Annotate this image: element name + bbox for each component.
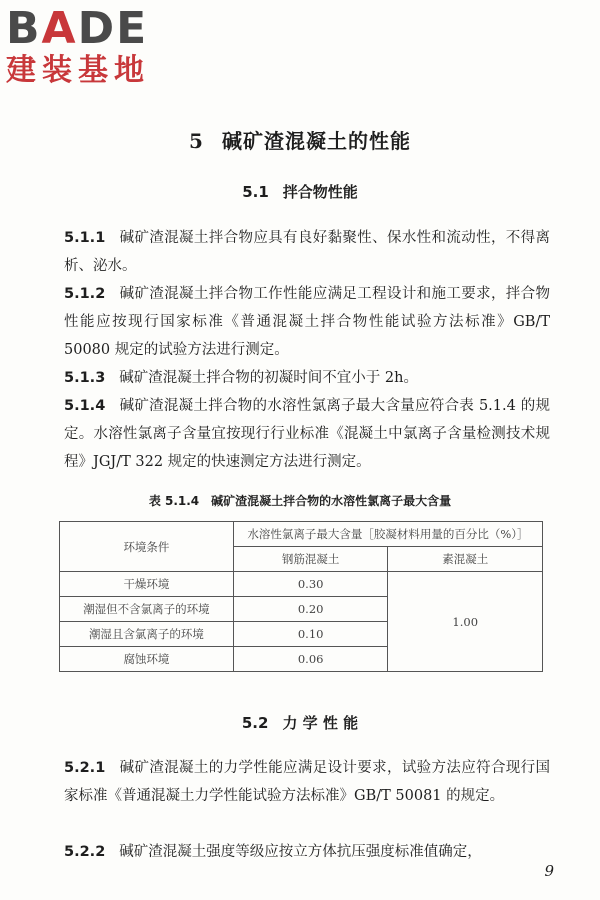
chapter-heading [0,125,600,154]
table-caption-number: 表 5.1.4 [148,494,200,508]
bade-logo [6,4,150,88]
section-title: 力 学 性 能 [282,714,359,732]
table-caption [0,492,600,509]
cell-rc: 0.06 [233,647,388,672]
cell-rc: 0.30 [233,572,388,597]
clause-5-1-2 [64,280,550,364]
clause-number: 5.2.1 [64,760,106,776]
cell-plain: 1.00 [388,572,543,672]
cell-env: 腐蚀环境 [60,647,234,672]
section-title: 拌合物性能 [282,183,358,201]
clause-number: 5.1.1 [64,230,106,246]
header-group: 水溶性氯离子最大含量［胶凝材料用量的百分比（%）］ [233,522,542,547]
chapter-number: 5 [189,129,204,153]
section-number: 5.2 [241,714,269,732]
chloride-table [59,521,543,672]
clause-5-2-1 [64,754,550,810]
table-row [60,572,543,597]
cell-env: 干燥环境 [60,572,234,597]
clause-text: 碱矿渣混凝土拌合物工作性能应满足工程设计和施工要求，拌合物性能应按现行国家标准《普通混凝土拌合物性能试验方法标准》GB/T 50080 规定的试验方法进行测定。 [64,286,550,358]
clause-text: 碱矿渣混凝土的力学性能应满足设计要求，试验方法应符合现行国家标准《普通混凝土力学性能试验方法标准》GB/T 50081 的规定。 [64,760,550,804]
clause-text: 碱矿渣混凝土拌合物的初凝时间不宜小于 2h。 [119,370,418,386]
clause-number: 5.1.2 [64,286,106,302]
clause-text: 碱矿渣混凝土强度等级应按立方体抗压强度标准值确定， [119,844,482,860]
clause-5-2-2 [64,838,550,866]
header-rc: 钢筋混凝土 [233,547,388,572]
clause-text: 碱矿渣混凝土拌合物的水溶性氯离子最大含量应符合表 5.1.4 的规定。水溶性氯离子含量宜按现行行业标准《混凝土中氯离子含量检测技术规程》JGJ/T 322 规定的快速测定方法进行测定。 [64,398,550,470]
clause-5-1-4 [64,392,550,476]
section-heading-5-2 [0,712,600,733]
cell-rc: 0.20 [233,597,388,622]
clause-number: 5.2.2 [64,844,106,860]
cell-env: 潮湿且含氯离子的环境 [60,622,234,647]
clause-5-1-3 [64,364,550,392]
section-heading-5-1 [0,181,600,202]
page-number: 9 [544,862,554,880]
logo-subtitle: 建装基地 [6,53,150,88]
clause-text: 碱矿渣混凝土拌合物应具有良好黏聚性、保水性和流动性，不得离析、泌水。 [64,230,550,274]
clause-number: 5.1.3 [64,370,106,386]
section-number: 5.1 [242,183,269,201]
chapter-title: 碱矿渣混凝土的性能 [221,129,411,153]
table-caption-title: 碱矿渣混凝土拌合物的水溶性氯离子最大含量 [211,494,452,508]
cell-rc: 0.10 [233,622,388,647]
header-env: 环境条件 [60,522,234,572]
clause-5-1-1 [64,224,550,280]
clause-number: 5.1.4 [64,398,106,414]
cell-env: 潮湿但不含氯离子的环境 [60,597,234,622]
header-plain: 素混凝土 [388,547,543,572]
logo-wordmark: BADE [6,3,149,54]
